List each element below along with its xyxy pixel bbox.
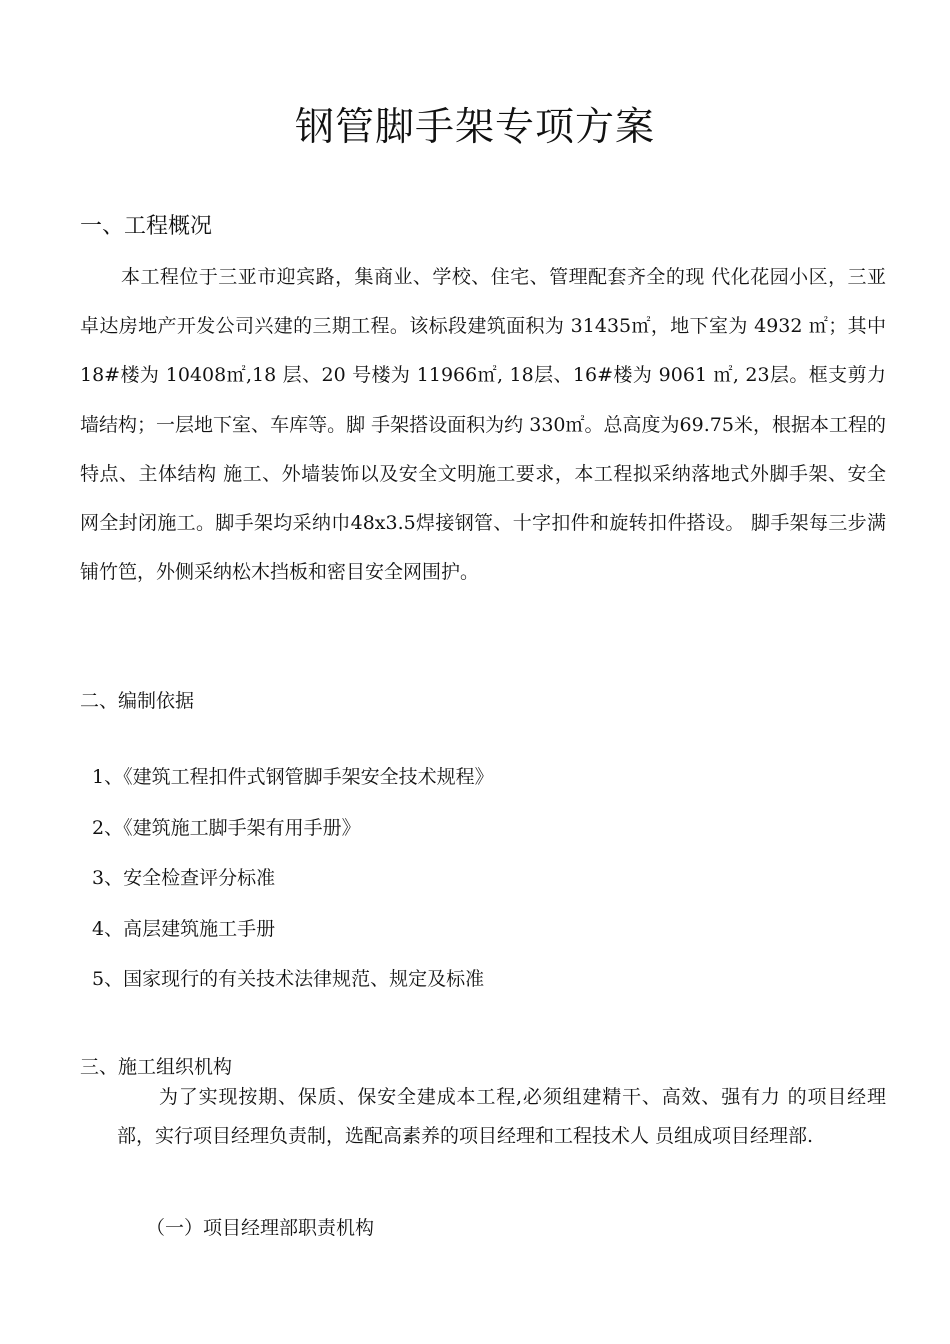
document-title: 钢管脚手架专项方案 (294, 105, 655, 150)
basis-list (92, 757, 494, 1010)
overview-paragraph: 本工程位于三亚市迎宾路，集商业、学校、住宅、管理配套齐全的现 代化花园小区，三亚卓达房地产开发公司兴建的三期工程。该标段建筑面积为 31435㎡，地下室为 4932 ㎡；其中 18#楼为 10408㎡,18 层、20 号楼为 11966㎡, 18层、16#楼为 9061 ㎡, 23层。框支剪力墙结构；一层地下室、车库等。脚 手架搭设面积为约 330㎡。总高度为69.75米，根据本工程的特点、主体结构 施工、外墙装饰以及安全文明施工要求，本工程拟采纳落地式外脚手架、安全 网全封闭施工。脚手架均采纳巾48x3.5焊接钢管、十字扣件和旋转扣件搭设。 脚手架每三步满铺竹笆，外侧采纳松木挡板和密目安全网围护。 (80, 266, 886, 584)
list-item: 5、国家现行的有关技术法律规范、规定及标准 (92, 968, 485, 990)
subheading-department-duties: （一）项目经理部职责机构 (146, 1217, 375, 1239)
section-heading-organization: 三、施工组织机构 (80, 1056, 233, 1078)
section-heading-overview: 一、工程概况 (80, 214, 213, 239)
organization-paragraph: 为了实现按期、保质、保安全建成本工程,必须组建精干、高效、强有力 的项目经理部，实行项目经理负责制，选配高素养的项目经理和工程技术人 员组成项目经理部. (117, 1086, 886, 1147)
section-heading-basis: 二、编制依据 (80, 690, 195, 712)
list-item: 3、安全检查评分标准 (92, 867, 276, 889)
list-item: 1、《建筑工程扣件式钢管脚手架安全技术规程》 (92, 766, 494, 788)
list-item: 4、高层建筑施工手册 (92, 917, 276, 940)
list-item: 2、《建筑施工脚手架有用手册》 (92, 816, 361, 839)
